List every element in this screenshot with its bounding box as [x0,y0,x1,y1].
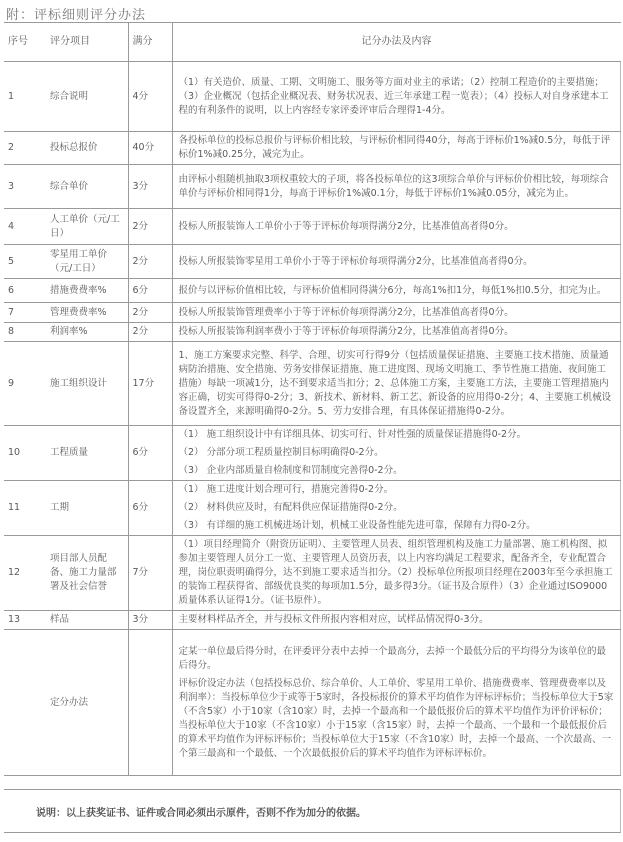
row-item: 综合说明 [46,62,128,132]
description-paragraph: （1）项目经理简介（附资历证明）、主要管理人员表、组织管理机构及施工力量部署、施工机构图、拟参加主要管理人员分工一览、主要管理人员资历表，以上内容均满足工程要求，配备齐全，专业配置合理，岗位职责明确得分，达不到施工要求适当扣分。（2）投标单位所报项目经理在2003年至今承担施工的装饰工程获得省、部级优良奖的每项加1.5分，最多得3分。（证书及合原件）（3）企业通过ISO9000质量体系认证得1分。（证书原件）。 [178,539,613,606]
row-description [172,342,621,426]
row-description [172,279,621,303]
description-paragraph: 投标人所报装饰管理费率小于等于评标价每项得满分2分，比基准值高者得0分。 [178,306,514,318]
row-score: 2分 [128,245,172,279]
row-score: 6分 [128,426,172,481]
header-desc: 记分办法及内容 [172,23,621,62]
row-number [4,630,46,776]
scoring-table [4,22,621,776]
row-number: 10 [4,426,46,481]
row-item: 定分办法 [46,630,128,776]
table-row [4,132,621,165]
table-row [4,611,621,630]
description-paragraph: 报价与以评标价值相比较，与评标价值相同得满分6分，每高1%扣1分，每低1%扣0.5分，扣完为止。 [178,284,607,296]
row-description [172,481,621,536]
row-score: 7分 [128,536,172,611]
row-item: 投标总报价 [46,132,128,165]
row-score: 3分 [128,165,172,209]
description-paragraph: 评标价设定办法（包括投标总价、综合单价、人工单价、零星用工单价、措施费费率、管理费费率以及利润率）：当投标单位少于或等于5家时，各投标报价的算术平均值作为评标评标价；当投标单位大于5家（不含5家）小于10家（含10家）时，去掉一个最高和一个最低报价后的算术平均值作为评价评标价；当投标单位大于10家（不含10家）小于15家（含15家）时，去掉一个最高、一个最和一个最低报价后的算术平均值作为评标评标价；当投标单位大于15家（不含10家）时，去掉一个最高、一个次最高、一个第三最高和一个最低、一个次最低报价后的算术平均值作为评标评标价。 [178,677,614,759]
header-score: 满分 [128,23,172,62]
row-number: 13 [4,611,46,630]
row-score: 17分 [128,342,172,426]
document-title: 附：评标细则评分办法 [6,8,147,23]
table-row [4,209,621,245]
table-row [4,342,621,426]
row-item: 工期 [46,481,128,536]
row-item: 人工单价（元/工日） [46,209,128,245]
row-description [172,426,621,481]
row-number: 5 [4,245,46,279]
row-description [172,245,621,279]
row-item: 措施费费率% [46,279,128,303]
description-paragraph: （3） 企业内部质量自检制度和罚制度完善得0-2分。 [178,465,403,476]
row-description [172,165,621,209]
table-row [4,630,621,776]
row-item: 施工组织设计 [46,342,128,426]
row-item: 利润率% [46,323,128,342]
table-row [4,536,621,611]
row-number: 2 [4,132,46,165]
row-description [172,630,621,776]
row-item: 工程质量 [46,426,128,481]
row-item: 管理费费率% [46,303,128,323]
table-row [4,245,621,279]
row-score: 6分 [128,481,172,536]
row-description [172,303,621,323]
description-paragraph: 定某一单位最后得分时，在评委评分表中去掉一个最高分，去掉一个最低分后的平均得分为该单位的最后得分。 [178,645,607,671]
table-row [4,303,621,323]
row-description [172,323,621,342]
description-paragraph: （2） 分部分项工程质量控制目标明确得0-2分。 [178,447,384,458]
row-item: 样品 [46,611,128,630]
row-score: 2分 [128,303,172,323]
row-description [172,611,621,630]
row-number: 9 [4,342,46,426]
header-no: 序号 [4,23,46,62]
row-description [172,132,621,165]
description-paragraph: （1） 施工进度计划合理可行，措施完善得0-2分。 [178,484,394,495]
table-header-row [4,23,621,62]
row-number: 4 [4,209,46,245]
row-item: 综合单价 [46,165,128,209]
row-score: 2分 [128,209,172,245]
row-item: 零星用工单价（元/工日） [46,245,128,279]
table-row [4,279,621,303]
row-score: 4分 [128,62,172,132]
table-row [4,481,621,536]
table-row [4,62,621,132]
description-paragraph: （1）有关造价、质量、工期、文明施工、服务等方面对业主的承诺；（2）控制工程造价的主要措施；（3）企业概况（包括企业概况表、财务状况表、近三年承建工程一览表）；（4）投标人对自身承建本工程的有利条件的说明，以上内容经专家评委评审后合理得1-4分。 [178,76,609,116]
row-number: 12 [4,536,46,611]
description-paragraph: 投标人所报装饰人工单价小于等于评标价每项得满分2分，比基准值高者得0分。 [178,220,514,232]
description-paragraph: 主要材料样品齐全，并与投标文件所报内容相对应，试样品情况得0-3分。 [178,614,489,625]
description-paragraph: （1） 施工组织设计中有详细具体、切实可行、针对性强的质量保证措施得0-2分。 [178,429,527,440]
table-row [4,165,621,209]
table-row [4,323,621,342]
header-item: 评分项目 [46,23,128,62]
row-number: 7 [4,303,46,323]
description-paragraph: 由评标小组随机抽取3项权重较大的子项，将各投标单位的这3项综合单价与评标价价相比较，每项综合单价与评标价相同得1分，每高于评标价1%减0.1分，每低于评标价1%减0.05分，减完为止。 [178,173,609,199]
table-row [4,426,621,481]
row-number: 6 [4,279,46,303]
row-item: 项目部人员配备、施工力量部署及社会信誉 [46,536,128,611]
row-description [172,536,621,611]
row-number: 11 [4,481,46,536]
row-score: 40分 [128,132,172,165]
row-score: 6分 [128,279,172,303]
row-description [172,62,621,132]
description-paragraph: （3） 有详细的施工机械进场计划，机械工业设备性能先进可靠，保障有力得0-2分。 [178,520,536,531]
description-paragraph: 1、施工方案要求完整、科学、合理、切实可行得9分（包括质量保证措施、主要施工技术措施、质量通病防治措施、安全措施、劳务安排保证措施、施工进度图、现场文明施工、季节性施工措施、夜间施工措施）每缺一项减1分，达不到要求适当扣分；2、总体施工方案，主要施工方法，主要施工管理措施内容正确，切实可得得0-2分；3、新技术、新材料、新工艺、新设备的应用得0-2分；4、主要施工机械设备设置齐全，来源明确得0-2分。5、劳力安排合理，有具体保证措施得0-2分。 [178,349,612,417]
row-score [128,630,172,776]
footer-note-box [4,789,621,833]
description-paragraph: 投标人所报装饰零星用工单价小于等于评标价每项得满分2分，比基准值高者得0分。 [178,255,533,267]
description-paragraph: （2） 材料供应及时，有配料供应保证措施得0-2分。 [178,502,403,513]
row-score: 3分 [128,611,172,630]
description-paragraph: 投标人所报装饰利润率费小于等于评标价每项得满分2分，比基准值高者得0分。 [178,326,514,337]
row-score: 2分 [128,323,172,342]
row-number: 3 [4,165,46,209]
row-description [172,209,621,245]
description-paragraph: 各投标单位的投标总报价与评标价相比较，与评标价相同得40分，每高于评标价1%减0.5分，每低于评标价1%减0.25分，减完为止。 [178,135,611,160]
row-number: 8 [4,323,46,342]
row-number: 1 [4,62,46,132]
footer-note: 说明：以上获奖证书、证件或合同必须出示原件，否则不作为加分的依据。 [36,808,366,819]
